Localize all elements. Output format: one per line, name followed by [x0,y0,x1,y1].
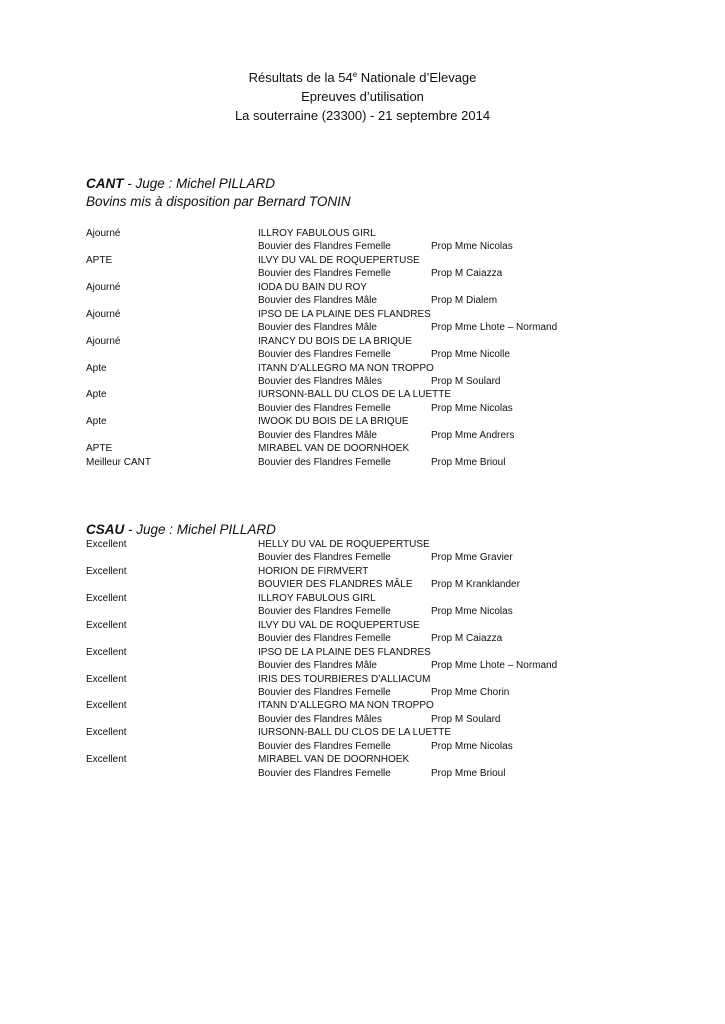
cant-row [0,281,725,294]
csau-row [0,713,725,726]
cant-row [0,415,725,428]
csau-row [0,592,725,605]
cant-result: Ajourné [86,308,121,320]
cant-row [0,254,725,267]
csau-dog-or-breed: Bouvier des Flandres Mâle [258,660,377,672]
cant-owner: Prop M Dialem [431,295,498,307]
csau-row [0,605,725,618]
csau-row [0,659,725,672]
csau-result: Excellent [86,619,127,631]
csau-section-title [86,520,276,539]
csau-result: Excellent [86,565,127,577]
cant-owner: Prop Mme Andrers [431,429,515,441]
cant-dog-or-breed: IPSO DE LA PLAINE DES FLANDRES [258,308,431,320]
cant-section-title [86,174,275,193]
cant-dog-or-breed: Bouvier des Flandres Mâle [258,429,377,441]
cant-dog-or-breed: Bouvier des Flandres Mâle [258,295,377,307]
cant-row [0,294,725,307]
csau-owner: Prop M Caiazza [431,633,503,645]
cant-section-subtitle: Bovins mis à disposition par Bernard TONIN [86,194,351,209]
header-location-date: La souterraine (23300) - 21 septembre 2014 [234,108,491,123]
csau-result: Excellent [86,700,127,712]
cant-owner: Prop Mme Nicolas [431,402,513,414]
csau-owner: Prop Mme Chorin [431,686,510,698]
cant-row [0,308,725,321]
csau-row [0,767,725,780]
cant-title-label: CANT [86,176,124,191]
header-subtitle: Epreuves d’utilisation [301,89,424,104]
cant-owner: Prop Mme Brioul [431,456,506,468]
cant-dog-or-breed: ILLROY FABULOUS GIRL [258,228,376,239]
cant-result: Ajourné [86,228,121,239]
csau-owner: Prop Mme Lhote – Normand [431,660,558,672]
csau-dog-or-breed: MIRABEL VAN DE DOORNHOEK [258,754,410,766]
document-header [0,68,725,125]
csau-result: Excellent [86,727,127,739]
csau-row [0,673,725,686]
cant-row [0,402,725,415]
cant-dog-or-breed: ITANN D’ALLEGRO MA NON TROPPO [258,362,434,374]
cant-dog-or-breed: Bouvier des Flandres Mâles [258,375,382,387]
cant-row [0,429,725,442]
cant-result: APTE [86,254,113,266]
cant-owner: Prop M Caiazza [431,268,503,280]
csau-dog-or-breed: Bouvier des Flandres Femelle [258,740,391,752]
csau-row [0,619,725,632]
csau-row [0,538,725,551]
csau-row [0,646,725,659]
cant-owner: Prop Mme Nicolle [431,349,510,361]
header-title-superscript: e [352,70,358,79]
cant-dog-or-breed: Bouvier des Flandres Mâle [258,322,377,334]
cant-dog-or-breed: MIRABEL VAN DE DOORNHOEK [258,443,410,455]
cant-owner: Prop Mme Lhote – Normand [431,322,558,334]
csau-dog-or-breed: Bouvier des Flandres Mâles [258,713,382,725]
cant-dog-or-breed: ILVY DU VAL DE ROQUEPERTUSE [258,254,420,266]
csau-title-judge: - Juge : Michel PILLARD [124,522,276,537]
cant-owner: Prop M Soulard [431,375,501,387]
csau-result: Excellent [86,646,127,658]
cant-row [0,456,725,469]
csau-row [0,753,725,766]
csau-dog-or-breed: Bouvier des Flandres Femelle [258,633,391,645]
cant-result: Ajourné [86,335,121,347]
csau-result: Excellent [86,673,127,685]
cant-dog-or-breed: IODA DU BAIN DU ROY [258,281,367,293]
csau-dog-or-breed: ILVY DU VAL DE ROQUEPERTUSE [258,619,420,631]
csau-dog-or-breed: Bouvier des Flandres Femelle [258,606,391,618]
cant-row [0,348,725,361]
cant-result: Apte [86,416,107,428]
csau-result: Excellent [86,592,127,604]
csau-result: Excellent [86,539,127,550]
csau-row [0,632,725,645]
csau-dog-or-breed: IPSO DE LA PLAINE DES FLANDRES [258,646,431,658]
csau-dog-or-breed: HORION DE FIRMVERT [258,565,369,577]
csau-dog-or-breed: Bouvier des Flandres Femelle [258,552,391,564]
csau-owner: Prop Mme Brioul [431,767,506,779]
cant-row [0,362,725,375]
csau-dog-or-breed: HELLY DU VAL DE ROQUEPERTUSE [258,539,430,550]
csau-owner: Prop Mme Gravier [431,552,513,564]
csau-owner: Prop M Kranklander [431,579,520,591]
cant-dog-or-breed: Bouvier des Flandres Femelle [258,241,391,253]
cant-row [0,240,725,253]
cant-result: Apte [86,362,107,374]
csau-dog-or-breed: Bouvier des Flandres Femelle [258,686,391,698]
csau-row [0,699,725,712]
cant-row [0,442,725,455]
csau-row [0,726,725,739]
csau-dog-or-breed: IRIS DES TOURBIERES D’ALLIACUM [258,673,431,685]
cant-dog-or-breed: IRANCY DU BOIS DE LA BRIQUE [258,335,412,347]
cant-dog-or-breed: Bouvier des Flandres Femelle [258,349,391,361]
csau-title-label: CSAU [86,522,125,537]
cant-result: Meilleur CANT [86,456,152,468]
cant-row [0,388,725,401]
cant-result: Apte [86,389,107,401]
csau-owner: Prop Mme Nicolas [431,740,513,752]
csau-dog-or-breed: BOUVIER DES FLANDRES MÂLE [258,579,413,591]
cant-row [0,267,725,280]
header-title-suffix: Nationale d’Elevage [357,70,477,85]
csau-result: Excellent [86,754,127,766]
cant-title-judge: - Juge : Michel PILLARD [123,176,276,191]
cant-owner: Prop Mme Nicolas [431,241,513,253]
header-title [0,68,725,87]
csau-owner: Prop Mme Nicolas [431,606,513,618]
cant-dog-or-breed: IWOOK DU BOIS DE LA BRIQUE [258,416,409,428]
csau-dog-or-breed: ITANN D’ALLEGRO MA NON TROPPO [258,700,434,712]
csau-row [0,551,725,564]
cant-dog-or-breed: IURSONN-BALL DU CLOS DE LA LUETTE [258,389,452,401]
cant-row [0,321,725,334]
cant-result: Ajourné [86,281,121,293]
csau-dog-or-breed: ILLROY FABULOUS GIRL [258,592,376,604]
header-title-text: Résultats de la 54 [248,70,353,85]
csau-dog-or-breed: Bouvier des Flandres Femelle [258,767,391,779]
csau-owner: Prop M Soulard [431,713,501,725]
cant-row [0,375,725,388]
cant-result: APTE [86,443,113,455]
csau-row [0,565,725,578]
cant-row [0,335,725,348]
cant-dog-or-breed: Bouvier des Flandres Femelle [258,268,391,280]
csau-row [0,686,725,699]
csau-row [0,740,725,753]
cant-dog-or-breed: Bouvier des Flandres Femelle [258,402,391,414]
cant-dog-or-breed: Bouvier des Flandres Femelle [258,456,391,468]
csau-dog-or-breed: IURSONN-BALL DU CLOS DE LA LUETTE [258,727,452,739]
cant-row [0,227,725,240]
csau-row [0,578,725,591]
